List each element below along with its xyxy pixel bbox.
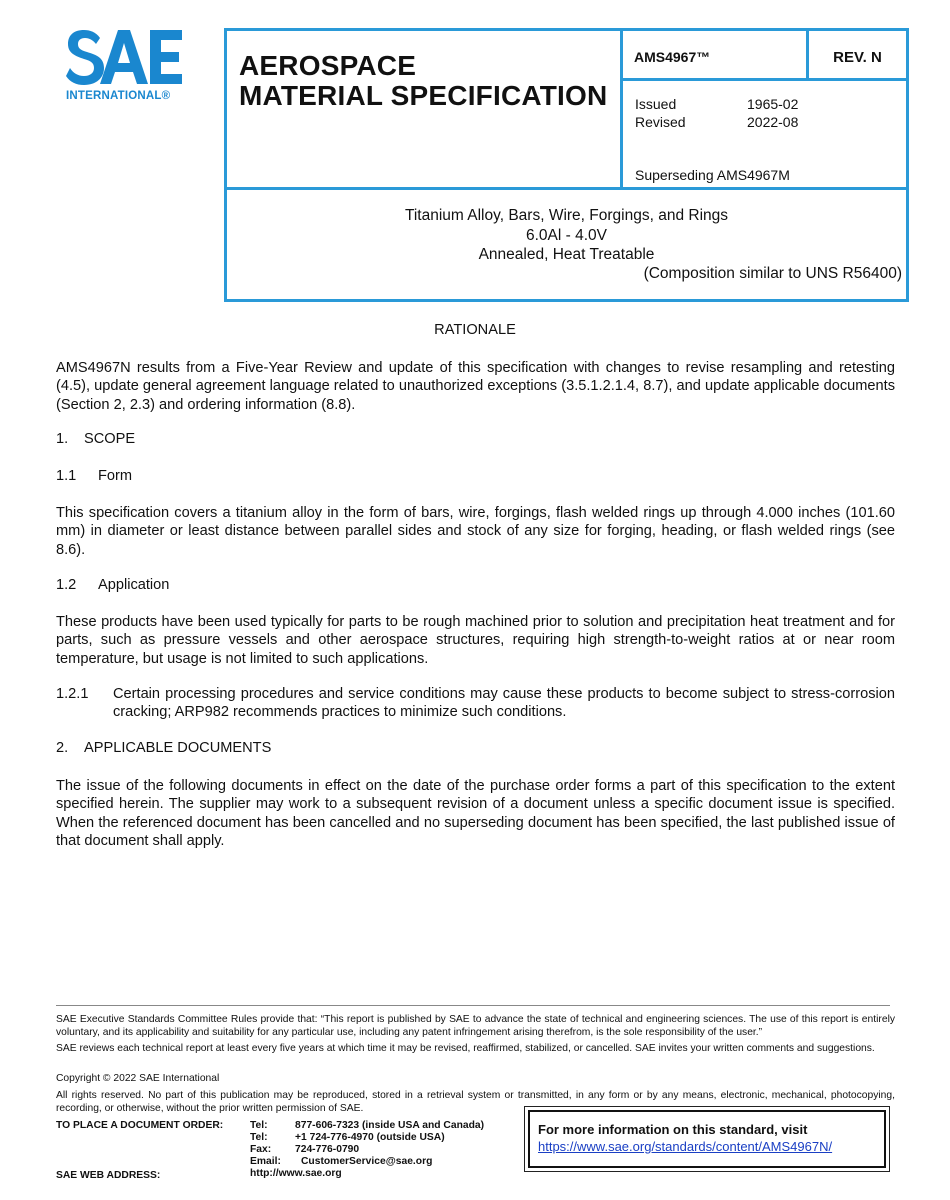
section-number: 1.2.1 [56, 686, 89, 702]
tel-label: Tel: [250, 1120, 268, 1131]
tel-label: Tel: [250, 1132, 268, 1144]
subject-box [224, 187, 909, 302]
sae-wordmark-icon [66, 28, 184, 86]
subject-line-2: 6.0Al - 4.0V [526, 226, 607, 244]
standard-link[interactable]: https://www.sae.org/standards/content/AMS4967N/ [538, 1139, 833, 1154]
fax-label: Fax: [250, 1144, 272, 1156]
committee-rules-note: SAE Executive Standards Committee Rules provide that: “This report is published by SAE to advance the state of technical and engineering sciences. The use of this report is entirely voluntary, and its applicability and suitability for any particular use, including any patent infringement arising therefrom, is the sole responsibility of the user.” [56, 1014, 895, 1038]
review-note: SAE reviews each technical report at least every five years at which time it may be revised, reaffirmed, stabilized, or cancelled. SAE invites your written comments and suggestions. [56, 1043, 875, 1054]
section-1-1-text: This specification covers a titanium alloy in the form of bars, wire, forgings, flash welded rings up through 4.000 inches (101.60 mm) in diameter or least distance between parallel sides and stock of any size for forging, heading, or flash welded rings (see 8.6). [56, 505, 895, 558]
section-1-2-1 [56, 685, 895, 722]
order-label: TO PLACE A DOCUMENT ORDER: [56, 1120, 224, 1131]
title-line-2: MATERIAL SPECIFICATION [239, 80, 608, 111]
email-label: Email: [250, 1156, 281, 1168]
web-address[interactable]: http://www.sae.org [250, 1168, 342, 1180]
doc-number: AMS4967™ [634, 49, 711, 65]
revision-label: REV. N [833, 49, 882, 66]
section-1-2-1-text: Certain processing procedures and service conditions may cause these products to become subject to stress-corrosion cracking; ARP982 recommends practices to minimize such conditions. [113, 686, 895, 721]
section-number: 1. [56, 431, 69, 447]
section-2-text: The issue of the following documents in effect on the date of the purchase order forms a part of this specification to the extent specified herein. The supplier may work to a subsequent revision of a document unless a specific document issue is specified. When the referenced document has been cancelled and no superseding document has been specified, the last published issue of that document shall apply. [56, 778, 895, 849]
subject-line-3: Annealed, Heat Treatable [478, 246, 655, 263]
sae-logo [66, 28, 198, 108]
subject-composition: (Composition similar to UNS R56400) [643, 265, 902, 282]
rights-note: All rights reserved. No part of this publication may be reproduced, stored in a retrieval system or transmitted, in any form or by any means, electronic, mechanical, photocopying, recording, or otherwise, without the prior written permission of SAE. [56, 1090, 895, 1114]
section-title: APPLICABLE DOCUMENTS [84, 740, 272, 756]
section-1-2-text: These products have been used typically for parts to be rough machined prior to solution and precipitation heat treatment and for parts, such as pressure vessels and other aerospace structures, requiring high strength-to-weight ratios at or near room temperature, but usage is not limited to such applications. [56, 614, 895, 667]
section-number: 1.1 [56, 468, 77, 484]
tel-outside-usa: +1 724-776-4970 (outside USA) [295, 1132, 445, 1144]
section-title: SCOPE [84, 431, 136, 447]
subject-line-1: Titanium Alloy, Bars, Wire, Forgings, and Rings [404, 207, 729, 224]
more-info-title: For more information on this standard, visit [538, 1122, 808, 1137]
rationale-heading: RATIONALE [434, 322, 516, 338]
issue-dates [635, 95, 798, 131]
issued-label: Issued [635, 96, 677, 112]
title-cell [227, 31, 623, 187]
tel-inside-usa: 877-606-7323 (inside USA and Canada) [295, 1120, 485, 1131]
fax-number: 724-776-0790 [295, 1144, 360, 1156]
revision-cell [809, 31, 906, 81]
revised-label: Revised [635, 114, 686, 130]
more-info-box [524, 1106, 890, 1172]
issued-date: 1965-02 [747, 96, 799, 112]
rationale-text: AMS4967N results from a Five-Year Review and update of this specification with changes to revise resampling and retesting (4.5), update general agreement language related to unauthorized exceptions (3.5.1.2.1.4, 8.7), and update applicable documents (Section 2, 2.3) and ordering information (8.8). [56, 360, 895, 413]
section-1-heading [56, 431, 135, 447]
logo-subtitle: INTERNATIONAL® [66, 90, 171, 102]
superseding-note: Superseding AMS4967M [635, 167, 790, 183]
revised-date: 2022-08 [747, 114, 799, 130]
section-number: 2. [56, 740, 69, 756]
copyright-line: Copyright © 2022 SAE International [56, 1073, 220, 1084]
section-title: Form [98, 468, 133, 484]
order-contacts [250, 1120, 484, 1180]
email-address[interactable]: CustomerService@sae.org [301, 1156, 433, 1168]
footer-divider [56, 1005, 890, 1006]
title-line-1: AEROSPACE [239, 50, 417, 81]
more-info-inner [528, 1110, 886, 1168]
section-2-heading [56, 740, 271, 756]
section-title: Application [98, 577, 170, 593]
section-number: 1.2 [56, 577, 77, 593]
web-address-label: SAE WEB ADDRESS: [56, 1170, 161, 1181]
document-type-title [239, 51, 607, 111]
section-1-2-heading [56, 577, 169, 593]
section-1-1-heading [56, 468, 132, 484]
spec-header [224, 28, 909, 190]
subject-title [227, 206, 906, 265]
doc-number-cell [623, 31, 809, 81]
